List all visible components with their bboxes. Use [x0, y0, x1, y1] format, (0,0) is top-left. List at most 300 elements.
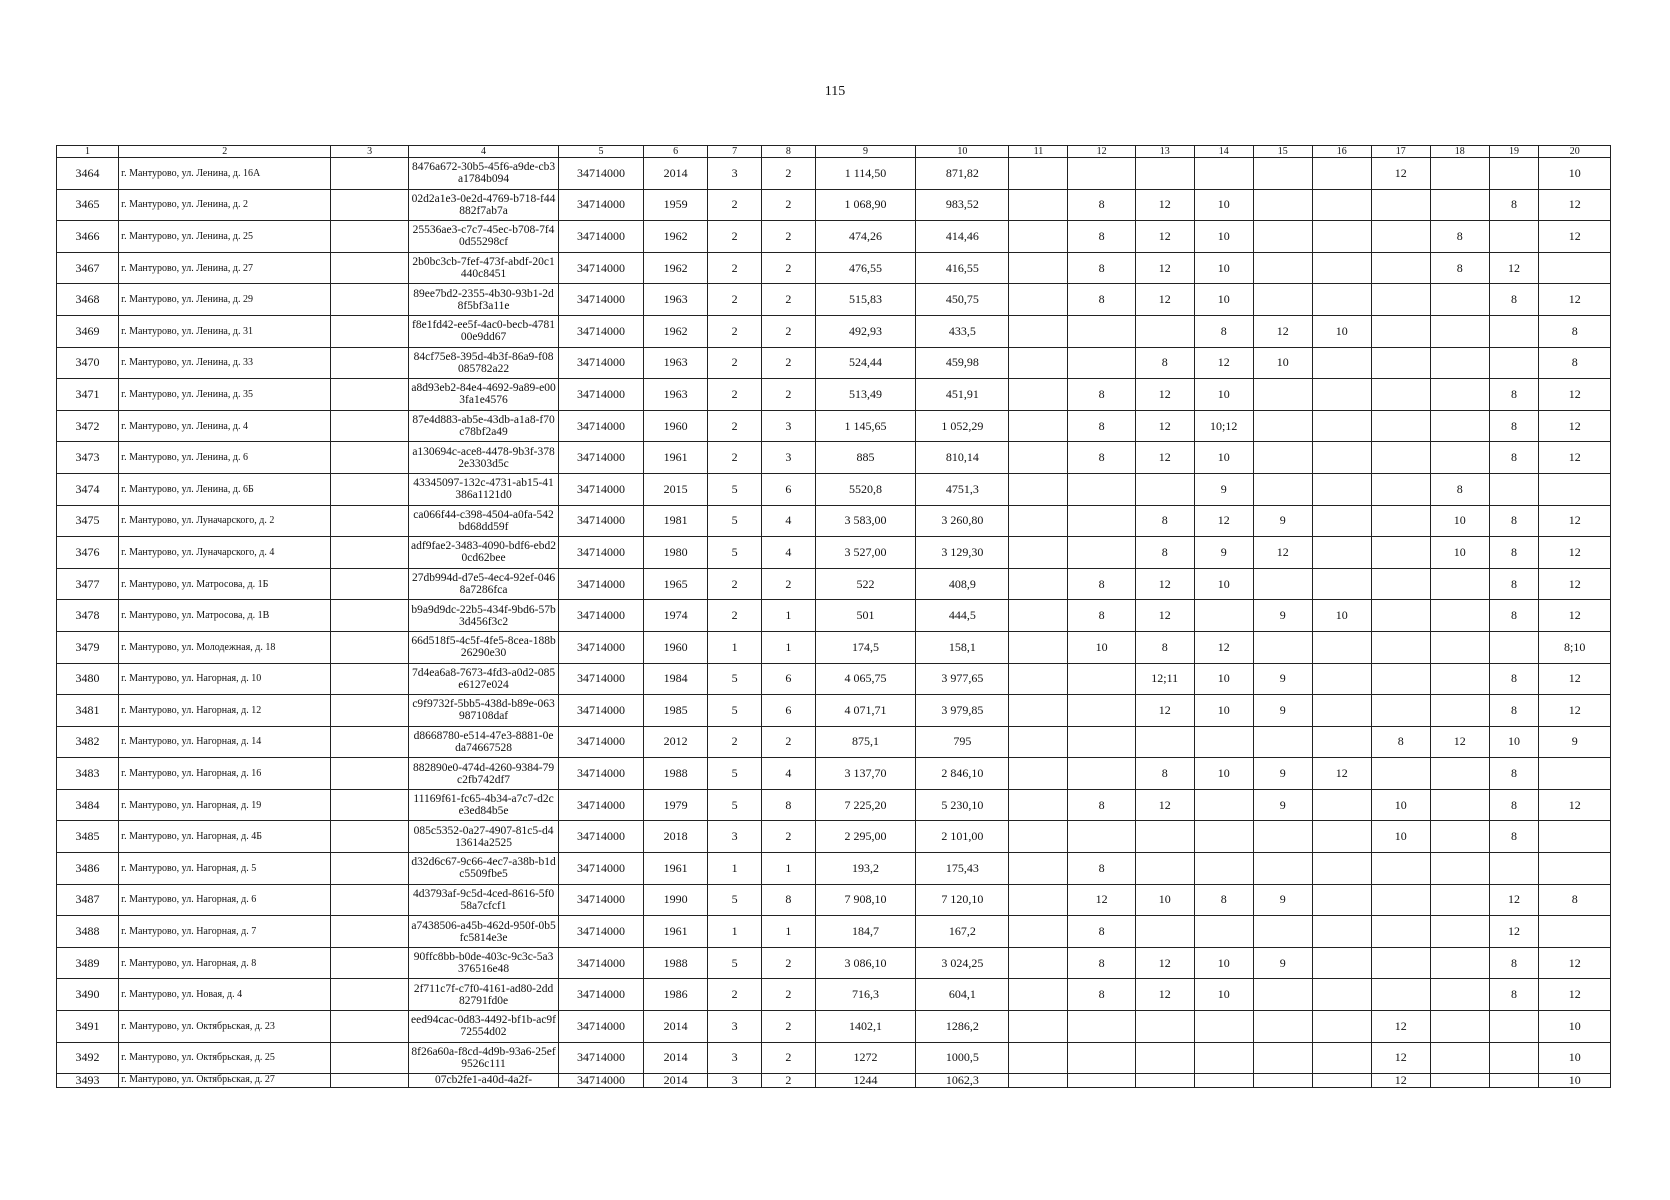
column-header-11: 11 [1009, 146, 1068, 158]
cell-col-11 [1009, 631, 1068, 663]
cell-col-7: 1 [708, 916, 762, 948]
cell-col-8: 8 [762, 884, 816, 916]
cell-col-16 [1312, 663, 1371, 695]
cell-col-15: 12 [1253, 315, 1312, 347]
cell-col-13: 8 [1135, 505, 1194, 537]
cell-col-17 [1371, 442, 1430, 474]
table-row [57, 947, 1611, 979]
cell-col-5: 34714000 [559, 284, 644, 316]
cell-col-13 [1135, 1042, 1194, 1074]
cell-col-11 [1009, 568, 1068, 600]
cell-col-7: 3 [708, 821, 762, 853]
cell-col-3 [331, 1011, 409, 1043]
cell-col-13 [1135, 158, 1194, 190]
cell-col-4: 8f26a60a-f8cd-4d9b-93a6-25ef9526c111 [408, 1042, 558, 1074]
cell-col-14: 10 [1194, 758, 1253, 790]
cell-col-2: г. Мантурово, ул. Нагорная, д. 16 [119, 758, 331, 790]
cell-col-16 [1312, 821, 1371, 853]
cell-col-15 [1253, 1011, 1312, 1043]
cell-col-9: 1402,1 [815, 1011, 915, 1043]
table-row [57, 221, 1611, 253]
cell-col-16 [1312, 537, 1371, 569]
cell-col-20: 12 [1539, 568, 1611, 600]
cell-col-7: 5 [708, 663, 762, 695]
cell-col-11 [1009, 916, 1068, 948]
cell-col-13: 8 [1135, 758, 1194, 790]
cell-col-5: 34714000 [559, 1011, 644, 1043]
cell-col-11 [1009, 537, 1068, 569]
cell-col-6: 1985 [643, 695, 707, 727]
cell-col-5: 34714000 [559, 916, 644, 948]
cell-col-9: 4 065,75 [815, 663, 915, 695]
cell-col-13 [1135, 726, 1194, 758]
cell-col-2: г. Мантурово, ул. Ленина, д. 4 [119, 410, 331, 442]
cell-col-20: 12 [1539, 979, 1611, 1011]
cell-col-3 [331, 663, 409, 695]
cell-col-8: 2 [762, 979, 816, 1011]
cell-col-5: 34714000 [559, 221, 644, 253]
cell-col-2: г. Мантурово, ул. Ленина, д. 27 [119, 252, 331, 284]
cell-col-18 [1430, 884, 1489, 916]
cell-col-15: 9 [1253, 758, 1312, 790]
cell-col-1: 3479 [57, 631, 119, 663]
cell-col-17 [1371, 568, 1430, 600]
cell-col-2: г. Мантурово, ул. Ленина, д. 16А [119, 158, 331, 190]
cell-col-17 [1371, 979, 1430, 1011]
cell-col-2: г. Мантурово, ул. Ленина, д. 6Б [119, 473, 331, 505]
cell-col-20 [1539, 252, 1611, 284]
cell-col-11 [1009, 315, 1068, 347]
cell-col-20: 12 [1539, 537, 1611, 569]
cell-col-2: г. Мантурово, ул. Новая, д. 4 [119, 979, 331, 1011]
cell-col-14: 10 [1194, 947, 1253, 979]
cell-col-20: 12 [1539, 789, 1611, 821]
cell-col-6: 1988 [643, 947, 707, 979]
cell-col-9: 1 145,65 [815, 410, 915, 442]
cell-col-15 [1253, 158, 1312, 190]
cell-col-2: г. Мантурово, ул. Нагорная, д. 5 [119, 853, 331, 885]
cell-col-15 [1253, 1042, 1312, 1074]
cell-col-10: 451,91 [916, 379, 1009, 411]
cell-col-6: 1962 [643, 252, 707, 284]
cell-col-11 [1009, 252, 1068, 284]
cell-col-5: 34714000 [559, 252, 644, 284]
cell-col-15: 9 [1253, 947, 1312, 979]
cell-col-8: 1 [762, 631, 816, 663]
cell-col-19: 10 [1489, 726, 1539, 758]
cell-col-1: 3485 [57, 821, 119, 853]
cell-col-7: 3 [708, 1011, 762, 1043]
cell-col-2: г. Мантурово, ул. Нагорная, д. 10 [119, 663, 331, 695]
cell-col-15 [1253, 379, 1312, 411]
cell-col-4: 25536ae3-c7c7-45ec-b708-7f40d55298cf [408, 221, 558, 253]
cell-col-19: 8 [1489, 821, 1539, 853]
cell-col-17 [1371, 600, 1430, 632]
cell-col-14: 10 [1194, 189, 1253, 221]
cell-col-3 [331, 979, 409, 1011]
cell-col-13 [1135, 315, 1194, 347]
cell-col-4: 11169f61-fc65-4b34-a7c7-d2ce3ed84b5e [408, 789, 558, 821]
cell-col-15: 9 [1253, 789, 1312, 821]
cell-col-15 [1253, 979, 1312, 1011]
table-row [57, 1042, 1611, 1074]
cell-col-14 [1194, 1011, 1253, 1043]
cell-col-14: 10 [1194, 442, 1253, 474]
cell-col-7: 2 [708, 379, 762, 411]
cell-col-13: 12 [1135, 695, 1194, 727]
cell-col-19: 8 [1489, 442, 1539, 474]
cell-col-15 [1253, 473, 1312, 505]
cell-col-13: 8 [1135, 347, 1194, 379]
cell-col-9: 2 295,00 [815, 821, 915, 853]
cell-col-13 [1135, 1074, 1194, 1088]
cell-col-4: 4d3793af-9c5d-4ced-8616-5f058a7cfcf1 [408, 884, 558, 916]
cell-col-19 [1489, 347, 1539, 379]
cell-col-14 [1194, 916, 1253, 948]
cell-col-5: 34714000 [559, 158, 644, 190]
cell-col-19: 8 [1489, 284, 1539, 316]
cell-col-16 [1312, 505, 1371, 537]
cell-col-13 [1135, 916, 1194, 948]
column-header-16: 16 [1312, 146, 1371, 158]
cell-col-12: 8 [1068, 853, 1135, 885]
cell-col-10: 1062,3 [916, 1074, 1009, 1088]
cell-col-20: 12 [1539, 284, 1611, 316]
cell-col-4: adf9fae2-3483-4090-bdf6-ebd20cd62bee [408, 537, 558, 569]
cell-col-5: 34714000 [559, 189, 644, 221]
cell-col-19: 8 [1489, 568, 1539, 600]
table-row [57, 252, 1611, 284]
table-row [57, 884, 1611, 916]
cell-col-9: 3 086,10 [815, 947, 915, 979]
cell-col-17: 10 [1371, 821, 1430, 853]
cell-col-1: 3491 [57, 1011, 119, 1043]
cell-col-12: 10 [1068, 631, 1135, 663]
cell-col-11 [1009, 821, 1068, 853]
cell-col-18 [1430, 853, 1489, 885]
cell-col-13: 12 [1135, 284, 1194, 316]
cell-col-16: 10 [1312, 315, 1371, 347]
cell-col-8: 2 [762, 821, 816, 853]
cell-col-19 [1489, 1074, 1539, 1088]
cell-col-7: 2 [708, 347, 762, 379]
cell-col-13: 12 [1135, 947, 1194, 979]
cell-col-11 [1009, 600, 1068, 632]
cell-col-10: 871,82 [916, 158, 1009, 190]
cell-col-6: 1960 [643, 631, 707, 663]
cell-col-20: 10 [1539, 1074, 1611, 1088]
cell-col-6: 1961 [643, 442, 707, 474]
column-header-2: 2 [119, 146, 331, 158]
cell-col-9: 7 225,20 [815, 789, 915, 821]
cell-col-15 [1253, 631, 1312, 663]
cell-col-1: 3490 [57, 979, 119, 1011]
cell-col-3 [331, 221, 409, 253]
cell-col-2: г. Мантурово, ул. Нагорная, д. 8 [119, 947, 331, 979]
column-header-7: 7 [708, 146, 762, 158]
cell-col-4: b9a9d9dc-22b5-434f-9bd6-57b3d456f3c2 [408, 600, 558, 632]
cell-col-6: 1981 [643, 505, 707, 537]
cell-col-11 [1009, 410, 1068, 442]
cell-col-5: 34714000 [559, 473, 644, 505]
cell-col-7: 5 [708, 789, 762, 821]
cell-col-8: 4 [762, 758, 816, 790]
cell-col-2: г. Мантурово, ул. Нагорная, д. 7 [119, 916, 331, 948]
cell-col-13: 8 [1135, 537, 1194, 569]
cell-col-18 [1430, 916, 1489, 948]
cell-col-16 [1312, 947, 1371, 979]
column-header-12: 12 [1068, 146, 1135, 158]
cell-col-6: 2014 [643, 158, 707, 190]
cell-col-19: 8 [1489, 505, 1539, 537]
cell-col-2: г. Мантурово, ул. Матросова, д. 1Б [119, 568, 331, 600]
cell-col-7: 2 [708, 726, 762, 758]
cell-col-2: г. Мантурово, ул. Нагорная, д. 4Б [119, 821, 331, 853]
cell-col-17 [1371, 853, 1430, 885]
cell-col-14: 10 [1194, 695, 1253, 727]
cell-col-1: 3478 [57, 600, 119, 632]
cell-col-12 [1068, 158, 1135, 190]
cell-col-14: 10 [1194, 663, 1253, 695]
cell-col-4: a8d93eb2-84e4-4692-9a89-e003fa1e4576 [408, 379, 558, 411]
cell-col-11 [1009, 189, 1068, 221]
cell-col-6: 1984 [643, 663, 707, 695]
cell-col-7: 5 [708, 695, 762, 727]
table-row [57, 347, 1611, 379]
cell-col-10: 604,1 [916, 979, 1009, 1011]
cell-col-9: 875,1 [815, 726, 915, 758]
cell-col-18: 8 [1430, 221, 1489, 253]
cell-col-1: 3481 [57, 695, 119, 727]
cell-col-9: 3 527,00 [815, 537, 915, 569]
table-row [57, 821, 1611, 853]
cell-col-4: 07cb2fe1-a40d-4a2f- [408, 1074, 558, 1088]
cell-col-20: 12 [1539, 663, 1611, 695]
cell-col-20: 8 [1539, 315, 1611, 347]
cell-col-11 [1009, 726, 1068, 758]
cell-col-9: 7 908,10 [815, 884, 915, 916]
cell-col-5: 34714000 [559, 442, 644, 474]
cell-col-17 [1371, 537, 1430, 569]
cell-col-10: 3 979,85 [916, 695, 1009, 727]
cell-col-1: 3475 [57, 505, 119, 537]
cell-col-4: f8e1fd42-ee5f-4ac0-becb-478100e9dd67 [408, 315, 558, 347]
cell-col-9: 716,3 [815, 979, 915, 1011]
cell-col-20: 12 [1539, 695, 1611, 727]
cell-col-5: 34714000 [559, 884, 644, 916]
cell-col-8: 2 [762, 568, 816, 600]
cell-col-7: 2 [708, 284, 762, 316]
column-header-10: 10 [916, 146, 1009, 158]
cell-col-9: 174,5 [815, 631, 915, 663]
cell-col-12 [1068, 473, 1135, 505]
cell-col-20: 10 [1539, 1042, 1611, 1074]
cell-col-16 [1312, 884, 1371, 916]
cell-col-15 [1253, 853, 1312, 885]
cell-col-3 [331, 600, 409, 632]
cell-col-2: г. Мантурово, ул. Октябрьская, д. 27 [119, 1074, 331, 1088]
cell-col-14 [1194, 726, 1253, 758]
cell-col-17 [1371, 947, 1430, 979]
cell-col-16 [1312, 916, 1371, 948]
table-row [57, 695, 1611, 727]
cell-col-1: 3465 [57, 189, 119, 221]
cell-col-17 [1371, 663, 1430, 695]
cell-col-10: 158,1 [916, 631, 1009, 663]
cell-col-10: 2 846,10 [916, 758, 1009, 790]
cell-col-8: 2 [762, 1011, 816, 1043]
cell-col-18 [1430, 631, 1489, 663]
cell-col-17 [1371, 284, 1430, 316]
cell-col-7: 2 [708, 410, 762, 442]
cell-col-14 [1194, 789, 1253, 821]
cell-col-1: 3476 [57, 537, 119, 569]
cell-col-12 [1068, 537, 1135, 569]
cell-col-18 [1430, 347, 1489, 379]
cell-col-8: 2 [762, 189, 816, 221]
cell-col-18 [1430, 979, 1489, 1011]
table-row [57, 315, 1611, 347]
cell-col-19 [1489, 315, 1539, 347]
cell-col-17 [1371, 695, 1430, 727]
cell-col-12 [1068, 347, 1135, 379]
cell-col-6: 1962 [643, 221, 707, 253]
cell-col-2: г. Мантурово, ул. Нагорная, д. 12 [119, 695, 331, 727]
cell-col-12: 8 [1068, 916, 1135, 948]
cell-col-16 [1312, 252, 1371, 284]
cell-col-4: 7d4ea6a8-7673-4fd3-a0d2-085e6127e024 [408, 663, 558, 695]
cell-col-4: eed94cac-0d83-4492-bf1b-ac9f72554d02 [408, 1011, 558, 1043]
cell-col-1: 3474 [57, 473, 119, 505]
cell-col-14: 10 [1194, 252, 1253, 284]
cell-col-19: 8 [1489, 189, 1539, 221]
cell-col-18 [1430, 410, 1489, 442]
cell-col-17 [1371, 379, 1430, 411]
table-row [57, 979, 1611, 1011]
cell-col-20: 12 [1539, 221, 1611, 253]
cell-col-6: 1959 [643, 189, 707, 221]
cell-col-6: 1990 [643, 884, 707, 916]
cell-col-13: 12 [1135, 442, 1194, 474]
cell-col-19 [1489, 221, 1539, 253]
cell-col-2: г. Мантурово, ул. Нагорная, д. 6 [119, 884, 331, 916]
table-row [57, 726, 1611, 758]
cell-col-6: 2018 [643, 821, 707, 853]
cell-col-13 [1135, 473, 1194, 505]
cell-col-1: 3472 [57, 410, 119, 442]
cell-col-18 [1430, 947, 1489, 979]
cell-col-18 [1430, 315, 1489, 347]
cell-col-20: 12 [1539, 379, 1611, 411]
cell-col-14: 8 [1194, 315, 1253, 347]
table-row [57, 284, 1611, 316]
cell-col-20: 12 [1539, 442, 1611, 474]
cell-col-14: 12 [1194, 631, 1253, 663]
cell-col-9: 1244 [815, 1074, 915, 1088]
cell-col-5: 34714000 [559, 1042, 644, 1074]
cell-col-2: г. Мантурово, ул. Ленина, д. 25 [119, 221, 331, 253]
cell-col-5: 34714000 [559, 726, 644, 758]
cell-col-11 [1009, 695, 1068, 727]
cell-col-12: 8 [1068, 947, 1135, 979]
cell-col-3 [331, 568, 409, 600]
cell-col-13: 12 [1135, 189, 1194, 221]
cell-col-4: d8668780-e514-47e3-8881-0eda74667528 [408, 726, 558, 758]
cell-col-3 [331, 252, 409, 284]
cell-col-13: 12 [1135, 252, 1194, 284]
cell-col-19 [1489, 1011, 1539, 1043]
cell-col-3 [331, 789, 409, 821]
cell-col-3 [331, 347, 409, 379]
cell-col-8: 6 [762, 695, 816, 727]
cell-col-3 [331, 505, 409, 537]
cell-col-5: 34714000 [559, 410, 644, 442]
cell-col-16 [1312, 568, 1371, 600]
cell-col-16 [1312, 379, 1371, 411]
cell-col-13: 10 [1135, 884, 1194, 916]
cell-col-16: 12 [1312, 758, 1371, 790]
cell-col-19: 8 [1489, 600, 1539, 632]
cell-col-5: 34714000 [559, 695, 644, 727]
column-header-5: 5 [559, 146, 644, 158]
cell-col-8: 2 [762, 284, 816, 316]
cell-col-7: 1 [708, 853, 762, 885]
cell-col-9: 3 583,00 [815, 505, 915, 537]
cell-col-3 [331, 758, 409, 790]
cell-col-17: 12 [1371, 1011, 1430, 1043]
cell-col-19: 8 [1489, 758, 1539, 790]
cell-col-19: 8 [1489, 789, 1539, 821]
cell-col-13 [1135, 1011, 1194, 1043]
cell-col-5: 34714000 [559, 315, 644, 347]
cell-col-14 [1194, 1042, 1253, 1074]
cell-col-12 [1068, 758, 1135, 790]
cell-col-9: 524,44 [815, 347, 915, 379]
cell-col-17 [1371, 410, 1430, 442]
cell-col-18 [1430, 695, 1489, 727]
cell-col-1: 3493 [57, 1074, 119, 1088]
cell-col-16 [1312, 695, 1371, 727]
cell-col-12 [1068, 821, 1135, 853]
cell-col-20: 12 [1539, 505, 1611, 537]
cell-col-5: 34714000 [559, 600, 644, 632]
cell-col-12 [1068, 315, 1135, 347]
cell-col-11 [1009, 947, 1068, 979]
cell-col-5: 34714000 [559, 821, 644, 853]
cell-col-12 [1068, 1074, 1135, 1088]
cell-col-2: г. Мантурово, ул. Нагорная, д. 14 [119, 726, 331, 758]
cell-col-11 [1009, 884, 1068, 916]
cell-col-1: 3468 [57, 284, 119, 316]
cell-col-4: 2b0bc3cb-7fef-473f-abdf-20c1440c8451 [408, 252, 558, 284]
cell-col-9: 522 [815, 568, 915, 600]
cell-col-12 [1068, 1042, 1135, 1074]
cell-col-18 [1430, 442, 1489, 474]
cell-col-13: 12 [1135, 410, 1194, 442]
cell-col-18 [1430, 568, 1489, 600]
cell-col-16 [1312, 442, 1371, 474]
cell-col-13 [1135, 821, 1194, 853]
cell-col-15 [1253, 221, 1312, 253]
cell-col-3 [331, 158, 409, 190]
cell-col-11 [1009, 347, 1068, 379]
cell-col-11 [1009, 853, 1068, 885]
cell-col-7: 2 [708, 442, 762, 474]
cell-col-12 [1068, 663, 1135, 695]
cell-col-17 [1371, 252, 1430, 284]
register-table [56, 145, 1611, 1088]
cell-col-17: 12 [1371, 158, 1430, 190]
